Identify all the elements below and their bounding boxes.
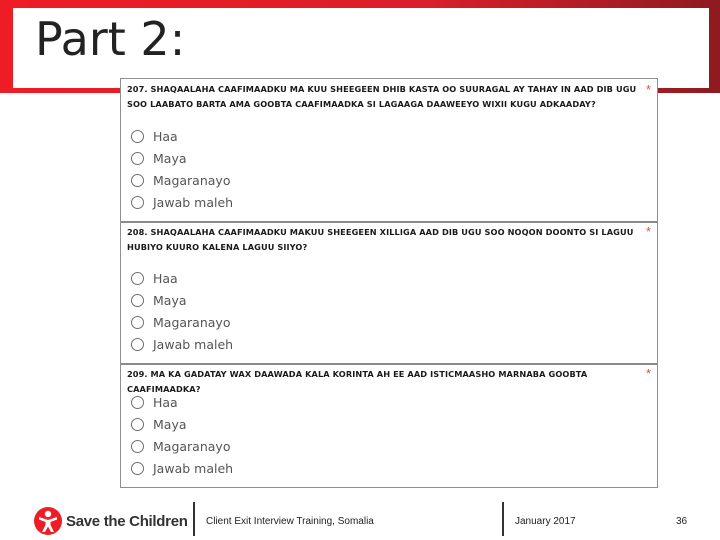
radio-button-icon[interactable] xyxy=(131,130,144,143)
page-number: 36 xyxy=(676,516,688,527)
radio-button-icon[interactable] xyxy=(131,338,144,351)
radio-button-icon[interactable] xyxy=(131,174,144,187)
question-text: 209. MA KA GADATAY WAX DAAWADA KALA KORINTA AH EE AAD ISTICMAASHO MARNABA GOOBTA CAAFIMAADKA? xyxy=(127,369,588,394)
option-haa[interactable] xyxy=(131,128,178,144)
radio-button-icon[interactable] xyxy=(131,440,144,453)
option-label: Jawab maleh xyxy=(153,194,234,210)
option-jawab-maleh[interactable] xyxy=(131,194,233,210)
logo-wordmark: Save the Children xyxy=(66,512,188,530)
save-the-children-logo xyxy=(33,506,188,536)
required-asterisk: * xyxy=(645,82,651,97)
option-jawab-maleh[interactable] xyxy=(131,336,233,352)
option-label: Magaranayo xyxy=(153,314,231,330)
option-haa[interactable] xyxy=(131,270,178,286)
option-magaranayo[interactable] xyxy=(131,438,230,454)
option-haa[interactable] xyxy=(131,394,178,410)
slide-footer xyxy=(0,500,720,540)
option-label: Maya xyxy=(153,292,187,308)
question-209 xyxy=(121,363,657,487)
option-label: Magaranayo xyxy=(153,172,231,188)
radio-button-icon[interactable] xyxy=(131,152,144,165)
option-maya[interactable] xyxy=(131,150,187,166)
option-label: Haa xyxy=(153,128,178,144)
radio-button-icon[interactable] xyxy=(131,294,144,307)
option-maya[interactable] xyxy=(131,292,187,308)
question-text: 208. SHAQAALAHA CAAFIMAADKU MAKUU SHEEGEEN XILLIGA AAD DIB UGU SOO NOQON DOONTO SI LAGUU HUBIYO KUURO KALENA LAGUU SIIYO? xyxy=(127,227,634,252)
option-label: Jawab maleh xyxy=(153,336,234,352)
radio-button-icon[interactable] xyxy=(131,462,144,475)
option-magaranayo[interactable] xyxy=(131,314,230,330)
radio-button-icon[interactable] xyxy=(131,418,144,431)
option-magaranayo[interactable] xyxy=(131,172,230,188)
radio-button-icon[interactable] xyxy=(131,196,144,209)
option-label: Jawab maleh xyxy=(153,460,234,476)
required-asterisk: * xyxy=(645,366,651,381)
option-maya[interactable] xyxy=(131,416,187,432)
radio-button-icon[interactable] xyxy=(131,272,144,285)
radio-button-icon[interactable] xyxy=(131,396,144,409)
option-label: Magaranayo xyxy=(153,438,231,454)
slide-title: Part 2: xyxy=(35,12,186,66)
option-jawab-maleh[interactable] xyxy=(131,460,233,476)
radio-button-icon[interactable] xyxy=(131,316,144,329)
footer-divider xyxy=(502,502,504,536)
option-label: Maya xyxy=(153,416,187,432)
option-label: Haa xyxy=(153,394,178,410)
option-label: Haa xyxy=(153,270,178,286)
footer-date: January 2017 xyxy=(515,516,576,527)
question-208 xyxy=(121,221,657,363)
footer-divider xyxy=(193,502,195,536)
survey-form xyxy=(120,78,658,488)
footer-training-title: Client Exit Interview Training, Somalia xyxy=(206,516,374,527)
required-asterisk: * xyxy=(645,224,651,239)
question-text: 207. SHAQAALAHA CAAFIMAADKU MA KUU SHEEGEEN DHIB KASTA OO SUURAGAL AY TAHAY IN AAD DIB UGU SOO LAABATO BARTA AMA GOOBTA CAAFIMAADKA SI LAGAAGA DAAWEEYO WIXII KUGU ADKAADAY? xyxy=(127,84,637,109)
question-207 xyxy=(121,79,657,221)
child-figure-icon xyxy=(33,506,63,536)
option-label: Maya xyxy=(153,150,187,166)
